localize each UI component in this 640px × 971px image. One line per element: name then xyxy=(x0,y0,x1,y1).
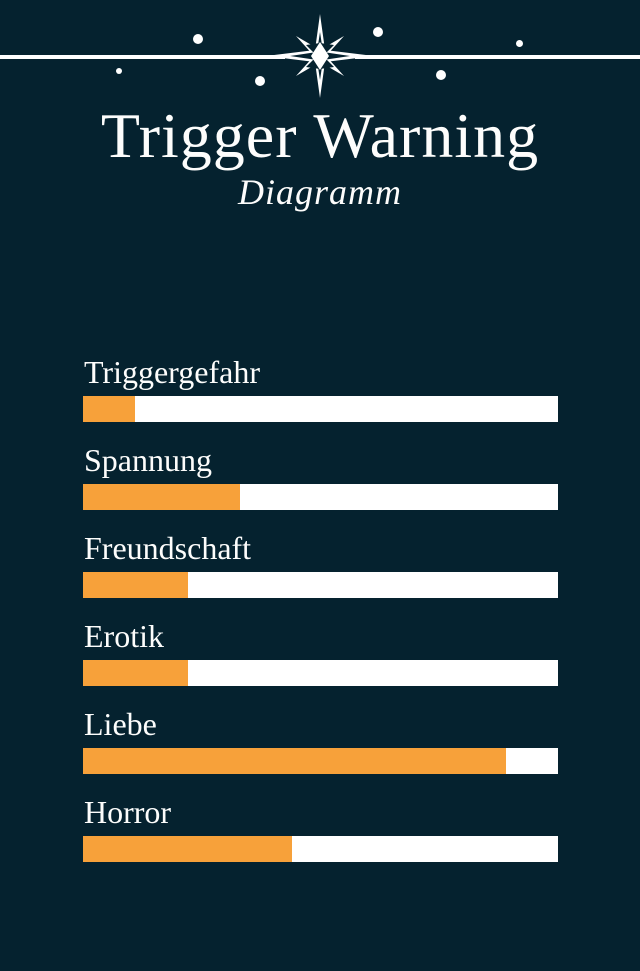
bar-row xyxy=(83,793,558,862)
bar-track xyxy=(83,396,558,422)
bar-fill xyxy=(83,484,240,510)
bar-fill xyxy=(83,660,188,686)
bar-row xyxy=(83,705,558,774)
bar-row xyxy=(83,617,558,686)
sparkle-dot-icon xyxy=(116,68,122,74)
bar-row xyxy=(83,529,558,598)
bar-row xyxy=(83,353,558,422)
bar-track xyxy=(83,572,558,598)
bar-fill xyxy=(83,572,188,598)
bar-track xyxy=(83,484,558,510)
bar-track xyxy=(83,660,558,686)
bar-track xyxy=(83,748,558,774)
page-subtitle: Diagramm xyxy=(237,172,402,212)
sparkle-dot-icon xyxy=(516,40,523,47)
bar-fill xyxy=(83,748,506,774)
bar-fill xyxy=(83,836,292,862)
bar-label: Erotik xyxy=(84,618,164,654)
bar-label: Spannung xyxy=(84,442,212,478)
bar-label: Liebe xyxy=(84,706,157,742)
trigger-warning-bar-chart xyxy=(83,353,558,881)
bar-label: Horror xyxy=(84,794,172,830)
bar-label: Freundschaft xyxy=(84,530,252,566)
bar-fill xyxy=(83,396,135,422)
bar-track xyxy=(83,836,558,862)
sparkle-star-icon xyxy=(263,12,377,100)
page-title: Trigger Warning xyxy=(100,100,540,171)
sparkle-dot-icon xyxy=(193,34,203,44)
bar-row xyxy=(83,441,558,510)
sparkle-dot-icon xyxy=(436,70,446,80)
bar-label: Triggergefahr xyxy=(84,354,260,390)
